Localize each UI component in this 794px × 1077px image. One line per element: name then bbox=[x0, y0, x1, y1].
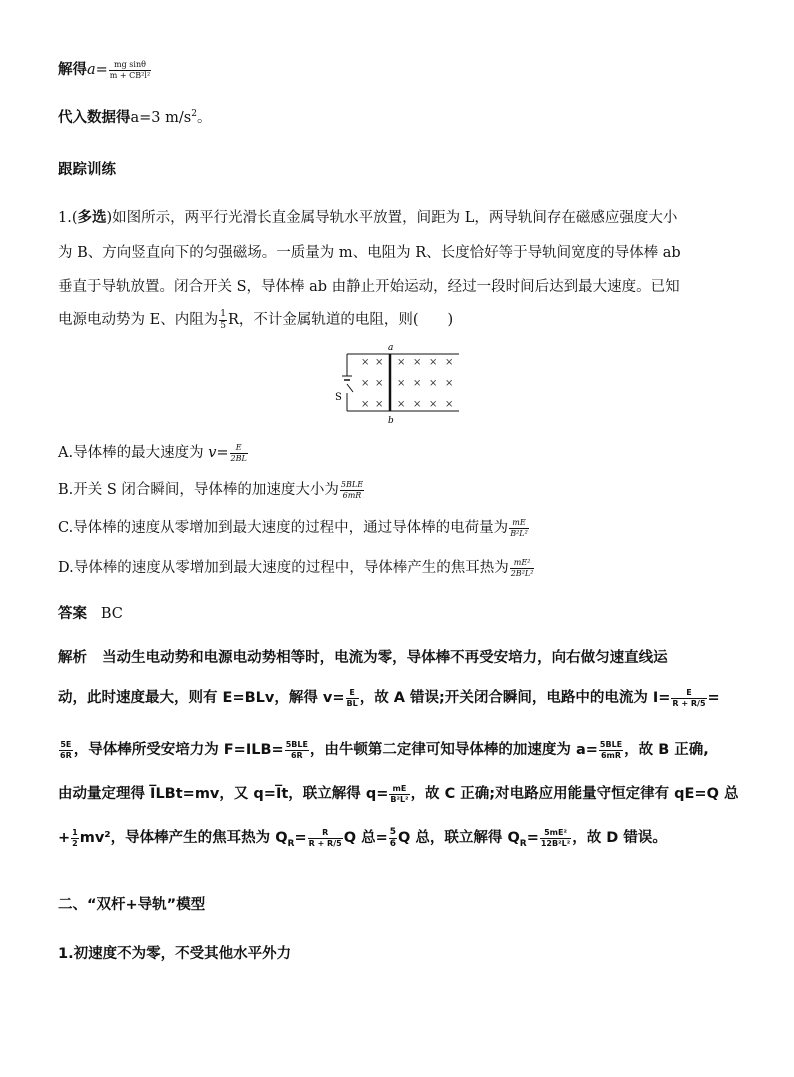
question-line-1: 1.(多选)如图所示，两平行光滑长直金属导轨水平放置，间距为 L，两导轨间存在磁感应强度大小 bbox=[58, 210, 678, 226]
answer-value: BC bbox=[100, 606, 123, 622]
numeric-value: a=3 m/s bbox=[130, 110, 192, 126]
svg-text:×: × bbox=[445, 399, 454, 410]
svg-text:×: × bbox=[413, 357, 422, 368]
option-a: A.导体棒的最大速度为 v= $\frac{E}{2BL}$ bbox=[58, 443, 247, 463]
svg-text:×: × bbox=[429, 399, 438, 410]
option-c: C.导体棒的速度从零增加到最大速度的过程中，通过导体棒的电荷量为 $\frac{mE}{\text{B²L²}}$ bbox=[58, 518, 528, 538]
svg-text:×: × bbox=[375, 357, 384, 368]
numeric-label: 代入数据得 bbox=[58, 110, 131, 126]
fraction: $\frac{\text{mg sinθ}}{\text{m + CB²l²}}$ bbox=[109, 60, 151, 80]
circuit-figure bbox=[335, 343, 465, 428]
numeric-result-line: 代入数据得a=3 $m/s^2$。 bbox=[58, 109, 212, 126]
question-line-2: 为 B、方向竖直向下的匀强磁场。一质量为 m、电阻为 R、长度恰好等于导轨间宽度的导体棒 ab bbox=[58, 245, 681, 261]
svg-text:×: × bbox=[397, 378, 406, 389]
analysis-line-3: $\frac{5E}{6R}$ ，导体棒所受安培力为 F=ILB= $\frac{\text{5BLE}}{6R}$ ，由牛顿第二定律可知导体棒的加速度为 a= $\frac{\text{5BLE}}{6mR}$ ，故 B 正确, bbox=[60, 740, 709, 760]
analysis-label: 解析 bbox=[58, 650, 87, 666]
svg-text:×: × bbox=[397, 399, 406, 410]
svg-text:×: × bbox=[413, 378, 422, 389]
analysis-line-2: 动，此时速度最大，则有 E=BLv，解得 v= $\frac{E}{BL}$ ，故 A 错误;开关闭合瞬间，电路中的电流为 I= $\frac{E}{R + R/5}$ = bbox=[58, 688, 720, 708]
svg-text:×: × bbox=[361, 357, 370, 368]
answer-line bbox=[58, 602, 123, 623]
option-b: B.开关 S 闭合瞬间，导体棒的加速度大小为 $\frac{\text{5BLE}}{6mR}$ bbox=[58, 480, 364, 500]
svg-text:×: × bbox=[429, 378, 438, 389]
result-label: 解得 bbox=[58, 62, 87, 78]
section-heading-training: 跟踪训练 bbox=[58, 162, 116, 178]
analysis-line-5: + $\frac{1}{2}$ mv²，导体棒产生的焦耳热为 $Q_R=$ $\frac{R}{R + R/5}$ Q 总= $\frac{5}{6}$ Q 总，联立解得 $Q_R=$ $\frac{\text{5mE²}}{\text{12B²L²}}$ ，故 D 错误。 bbox=[58, 827, 667, 849]
subheading-1: 1.初速度不为零，不受其他水平外力 bbox=[58, 946, 292, 962]
analysis-line-4: 由动量定理得 I̅LBt=mv，又 q=I̅t，联立解得 q= $\frac{mE}{\text{B²L²}}$ ，故 C 正确;对电路应用能量守恒定律有 qE=Q 总 bbox=[58, 784, 739, 804]
question-line-3: 垂直于导轨放置。闭合开关 S，导体棒 ab 由静止开始运动，经过一段时间后达到最大速度。已知 bbox=[58, 279, 680, 295]
question-line-4: 电源电动势为 E、内阻为 $\frac{1}{5}$ R，不计金属轨道的电阻，则( ) bbox=[58, 309, 454, 331]
svg-text:×: × bbox=[361, 399, 370, 410]
multi-select-tag: 多选 bbox=[77, 210, 107, 226]
var-a: a= bbox=[87, 62, 108, 78]
svg-text:×: × bbox=[445, 378, 454, 389]
svg-text:×: × bbox=[375, 399, 384, 410]
svg-text:×: × bbox=[429, 357, 438, 368]
analysis-line-1: 解析 当动生电动势和电源电动势相等时，电流为零，导体棒不再受安培力，向右做匀速直线运 bbox=[58, 650, 668, 666]
option-d: D.导体棒的速度从零增加到最大速度的过程中，导体棒产生的焦耳热为 $\frac{\text{mE²}}{\text{2B²L²}}$ bbox=[58, 558, 534, 578]
label-switch: S bbox=[335, 392, 342, 403]
section-heading-2: 二、“双杆+导轨”模型 bbox=[58, 897, 206, 913]
svg-text:×: × bbox=[361, 378, 370, 389]
magnetic-field-crosses bbox=[361, 357, 453, 410]
svg-text:×: × bbox=[445, 357, 454, 368]
label-a: a bbox=[388, 343, 394, 353]
svg-text:×: × bbox=[375, 378, 384, 389]
answer-label: 答案 bbox=[58, 606, 87, 622]
label-b: b bbox=[388, 416, 394, 426]
svg-text:×: × bbox=[397, 357, 406, 368]
result-line-a bbox=[58, 58, 152, 80]
svg-text:×: × bbox=[413, 399, 422, 410]
